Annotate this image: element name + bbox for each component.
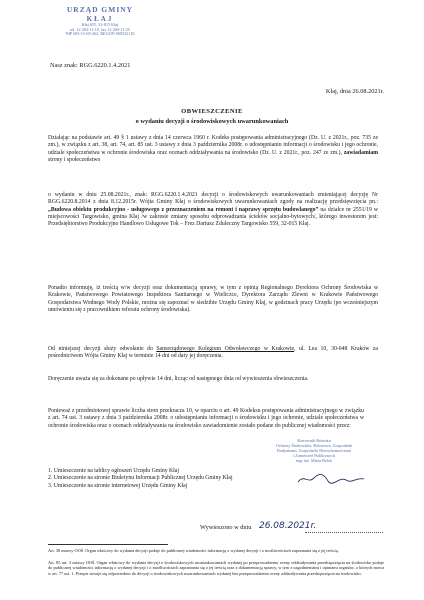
- office-ids: NIP 683-15-69-262, REGON 000532110: [65, 31, 135, 37]
- paragraph-documentation: Ponadto informuję, iż treścią w/w decyzji oraz dokumentacją sprawy, w tym z opinią Regionalnego Dyrektora Ochrony Środowiska w Krakowie, Państwowego Powiatowego Inspektora Sanitarnego w Wieliczce, Dyrektora Zarządu Zlewni w Krakowie Państwowego Gospodarstwa Wodnego Wody Polskie, można się zapoznać w siedzibie Urzędu Gminy Kłaj, w godzinach pracy Urzędu (po wcześniejszym umówieniu się z pracownikiem referatu ochrony środowiska).: [48, 285, 378, 313]
- office-contact: tel. 12 284-11-10, fax 12 284-11-25: [70, 26, 130, 32]
- office-name: URZĄD GMINY: [66, 5, 134, 14]
- case-sign-number: Nasz znak: RGG.6220.1.4.2021: [50, 62, 131, 69]
- office-town: KŁAJ: [86, 14, 114, 23]
- list-item: 2. Umieszczenie na stronie Biuletynu Informacji Publicznej Urzędu Gminy Kłaj: [48, 475, 233, 482]
- dotted-line: [305, 532, 383, 533]
- paragraph-delivery: Doręczenie uważa się za dokonane po upływie 14 dni, licząc od następnego dnia od wywieszenia obwieszczenia.: [48, 376, 309, 382]
- office-header-stamp: [54, 6, 146, 37]
- paragraph-appeal: Od niniejszej decyzji służy odwołanie do Samorządowego Kolegium Odwoławczego w Krakowie, ul. Lea 10, 30-048 Kraków za pośrednictwem Wójta Gminy Kłaj w terminie 14 dni od daty jej doręczenia.: [48, 346, 378, 360]
- handwritten-date: 26.08.2021r.: [258, 521, 317, 531]
- official-stamp: Kierownik Referatu Ochrony Środowiska, Rolnictwa, Gospodarki Budynkami, Gospodarki Nieruchomościami i Zamówień Publicznych mgr inż. Marta Bolek: [275, 438, 353, 463]
- document-subtitle: o wydaniu decyzji o środowiskowych uwarunkowaniach: [135, 118, 289, 125]
- handwritten-signature: [296, 472, 366, 486]
- footnote-divider: [48, 544, 168, 545]
- document-title: OBWIESZCZENIE: [181, 108, 243, 115]
- list-item: 1. Umieszczenie na tablicy ogłoszeń Urzędu Gminy Kłaj: [48, 468, 179, 474]
- paragraph-publication: Ponieważ z przedmiotowej sprawie liczba stron przekracza 10, w oparciu o art. 49 Kodeksu postępowania administracyjnego w związku z art. 74 ust. 3 ustawy z dnia 3 października 2008r. o udostępnianiu informacji o środowisku i jego ochronie, udziale społeczeństwa w ochronie środowiska oraz o ocenach oddziaływania na środowisko zawiadomienie zostało podane do publicznej wiadomości przez:: [48, 408, 364, 429]
- footnote-art-85: Art. 85 ust. 3 ustawy OOŚ. Organ właściwy do wydania decyzji o środowiskowych uwarunkowaniach wydanej po przeprowadzeniu oceny oddziaływania przedsięwzięcia na środowisko podaje do publicznej wiadomości informację o wydanej decyzji i o możliwościach zapoznania się z jej treścią oraz z dokumentacją sprawy, w tym z uzgodnieniami i opiniami organów, o których mowa w art. 77 ust. 1. Przepis stosuje się odpowiednio do decyzji o środowiskowych uwarunkowaniach wydanej bez przeprowadzenia oceny oddziaływania przedsięwzięcia na środowisko.: [48, 560, 384, 576]
- footnote-art-38: Art. 38 ustawy OOŚ. Organ właściwy do wydania decyzji podaje do publicznej wiadomości informację o wydanej decyzji i o możliwościach zapoznania się z jej treścią.: [48, 548, 339, 553]
- paragraph-decision: o wydaniu w dniu 25.08.2021r., znak: RGG.6220.1.4.2021 decyzji o środowiskowych uwarunkowaniach zmieniającej decyzję Nr RGG.6220.8.2014 z dnia 8.12.2015r. Wójta Gminy Kłaj o środowiskowych uwarunkowaniach zgody na realizację przedsięwzięcia pn.: „Budowa obiektu produkcyjno - usługowego z przeznaczeniem na remont i naprawy sprzętu budowlanego” na działce nr 2551/19 w miejscowości Targowisko, gmina Kłaj /w zakresie zmiany sposobu odprowadzania ścieków socjalno-bytowych/, którego inwestorem jest: Przedsiębiorstwo Produkcyjno Handlowo Usługowe Tok – Frez Dariusz Zduleczny Targowisko 559, 32-015 Kłaj.: [48, 192, 379, 228]
- list-item: 3. Umieszczenie na stronie internetowej Urzędu Gminy Kłaj: [48, 482, 188, 489]
- publication-list: [48, 468, 233, 490]
- paragraph-legal-basis: Działając na podstawie art. 49 § 1 ustawy z dnia 14 czerwca 1960 r. Kodeks postępowania administracyjnego (Dz. U. z 2021r., poz. 735 ze zm.), w związku z art. 38, art. 74, art. 85 ust. 3 ustawy z dnia 3 października 2008r. o udostępnianiu informacji o środowisku i jego ochronie, udziale społeczeństwa w ochronie środowiska oraz ocenach oddziaływania na środowisko (Dz. U. z 2021r., poz. 247 ze zm.), zawiadamiam strony i społeczeństwo: [48, 135, 378, 163]
- place-and-date: Kłaj, dnia 26.08.2021r.: [325, 88, 384, 95]
- office-address: Kłaj 655, 32-015 Kłaj: [81, 21, 119, 27]
- posted-on-line: Wywieszono w dniu 26.08.2021r.: [200, 521, 317, 531]
